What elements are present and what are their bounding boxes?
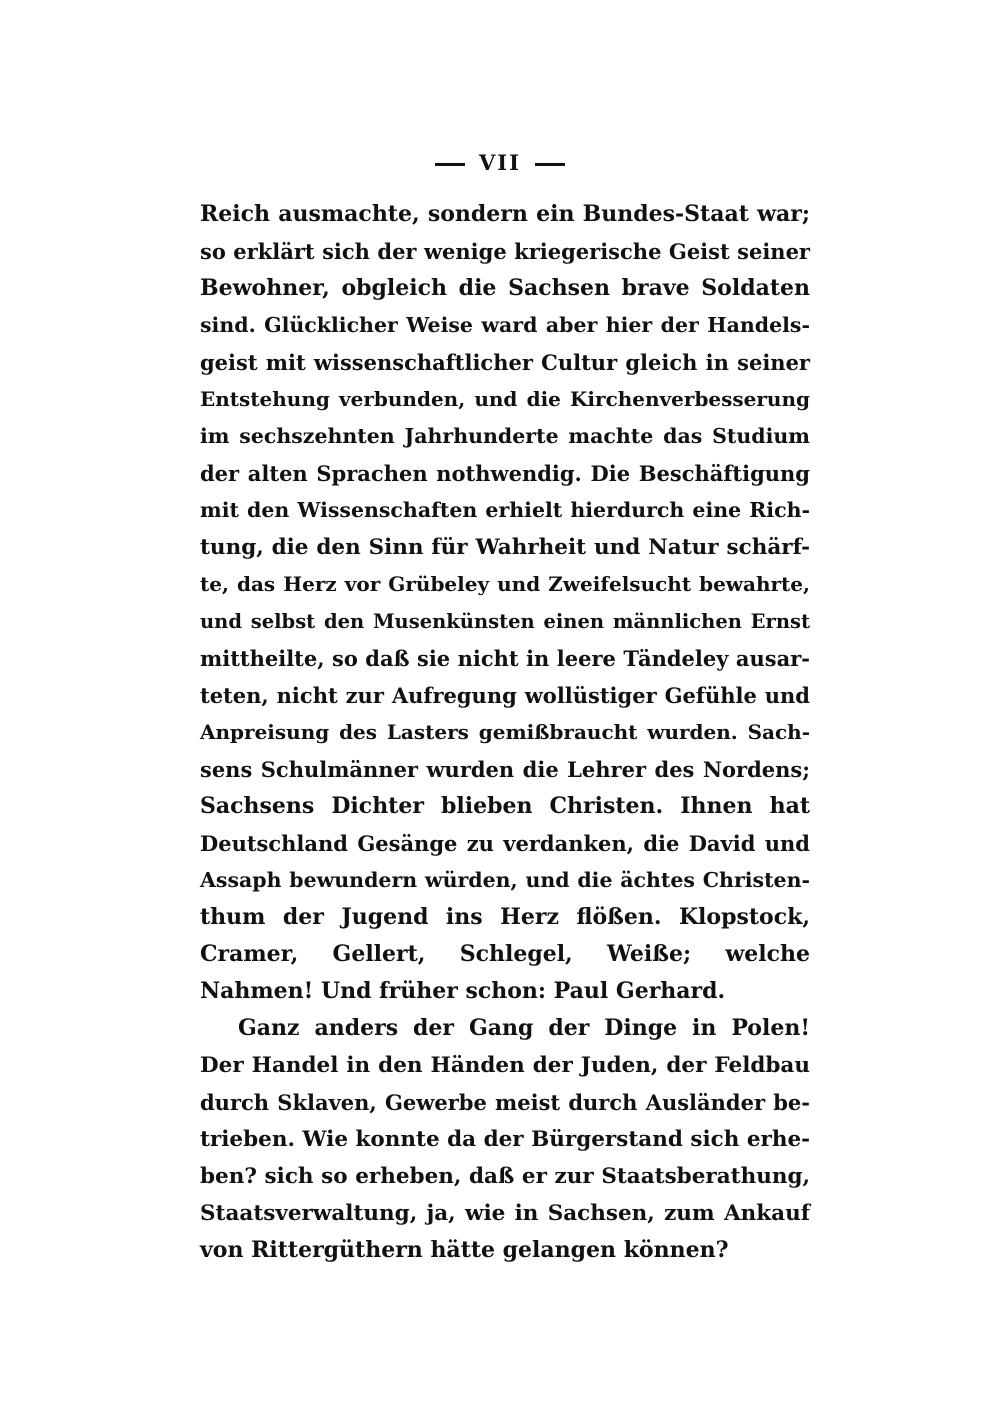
text-line: so erklärt sich der wenige kriegerische Geist seiner <box>200 239 810 264</box>
header-dash-right <box>535 163 565 166</box>
text-line: Sachsens Dichter blieben Christen. Ihnen hat <box>200 793 810 819</box>
paragraph-2 <box>200 1010 810 1269</box>
text-line: te, das Herz vor Grübeley und Zweifelsucht bewahrte, <box>200 572 810 596</box>
text-line: von Rittergüthern hätte gelangen können? <box>200 1237 729 1263</box>
page-number: VII <box>479 150 521 175</box>
text-line: mittheilte, so daß sie nicht in leere Tändeley ausar- <box>200 646 810 671</box>
text-line: Deutschland Gesänge zu verdanken, die David und <box>200 831 810 856</box>
text-line: im sechszehnten Jahrhunderte machte das Studium <box>200 424 810 448</box>
text-line: Der Handel in den Händen der Juden, der Feldbau <box>200 1053 810 1078</box>
text-line: Entstehung verbunden, und die Kirchenverbesserung <box>200 387 810 411</box>
body-text <box>200 196 810 1269</box>
text-line: sens Schulmänner wurden die Lehrer des Nordens; <box>200 757 810 782</box>
text-line: Staatsverwaltung, ja, wie in Sachsen, zum Ankauf <box>200 1201 810 1226</box>
text-line: Cramer, Gellert, Schlegel, Weiße; welche <box>200 941 810 967</box>
text-line: thum der Jugend ins Herz flößen. Klopstock, <box>200 904 810 930</box>
text-line: ben? sich so erheben, daß er zur Staatsberathung, <box>200 1164 810 1189</box>
text-line: Bewohner, obgleich die Sachsen brave Soldaten <box>200 275 810 301</box>
text-line: Ganz anders der Gang der Dinge in Polen! <box>238 1015 810 1041</box>
text-line: mit den Wissenschaften erhielt hierdurch eine Rich- <box>200 498 810 522</box>
text-line: Anpreisung des Lasters gemißbraucht wurden. Sach- <box>200 720 810 744</box>
text-line: geist mit wissenschaftlicher Cultur gleich in seiner <box>200 350 810 375</box>
header-dash-left <box>435 163 465 166</box>
paragraph-1 <box>200 196 810 1010</box>
text-line: trieben. Wie konnte da der Bürgerstand sich erhe- <box>200 1127 811 1152</box>
page-header <box>0 150 1000 175</box>
text-line: Nahmen! Und früher schon: Paul Gerhard. <box>200 978 726 1004</box>
text-line: der alten Sprachen nothwendig. Die Beschäftigung <box>200 461 810 486</box>
text-line: sind. Glücklicher Weise ward aber hier der Handels- <box>200 313 810 337</box>
text-line: teten, nicht zur Aufregung wollüstiger Gefühle und <box>200 683 810 708</box>
text-line: tung, die den Sinn für Wahrheit und Natur schärf- <box>200 535 810 560</box>
text-line: und selbst den Musenkünsten einen männlichen Ernst <box>200 610 810 633</box>
text-line: durch Sklaven, Gewerbe meist durch Ausländer be- <box>200 1090 810 1115</box>
text-line: Assaph bewundern würden, und die ächtes Christen- <box>200 868 810 892</box>
text-line: Reich ausmachte, sondern ein Bundes-Staat war; <box>200 201 810 227</box>
